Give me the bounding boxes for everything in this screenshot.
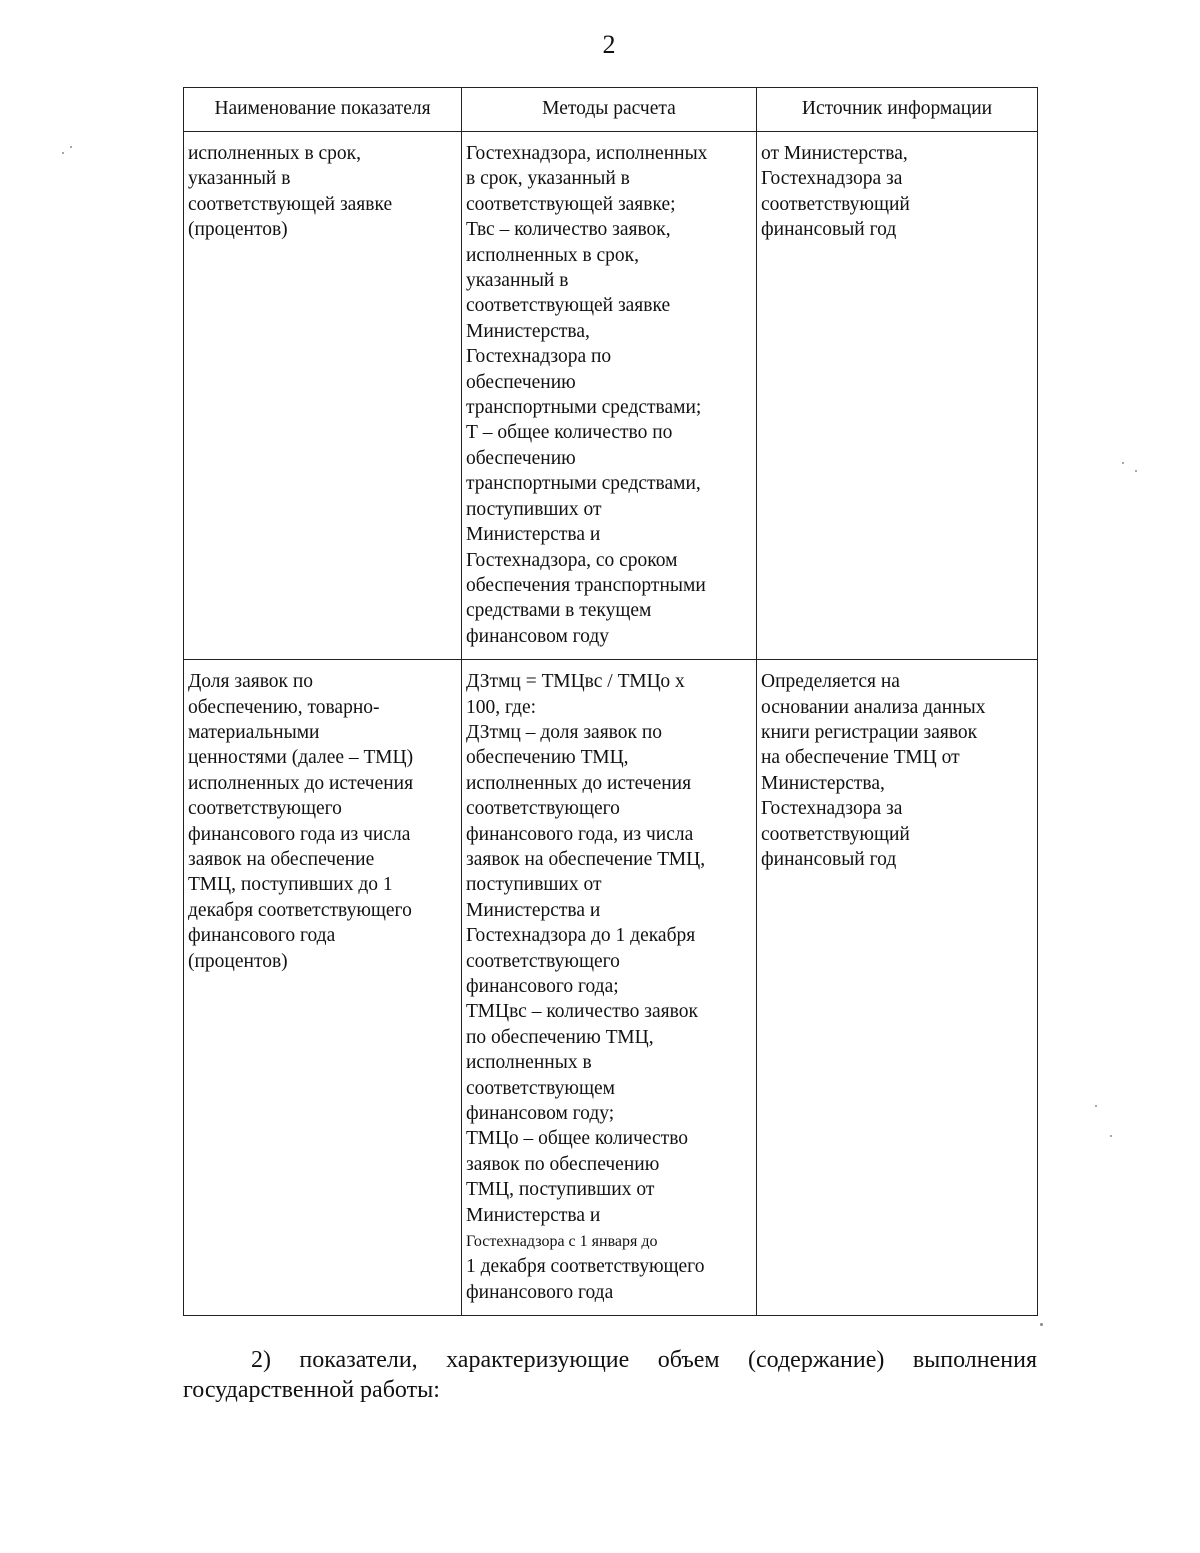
table-row xyxy=(184,660,1038,1316)
scan-speck xyxy=(1095,1105,1097,1107)
header-calculation-methods: Методы расчета xyxy=(462,88,757,132)
cell-calculation-method: Гостехнадзора, исполненных в срок, указанный в соответствующей заявке; Твс – количество заявок, исполненных в срок, указанный в соответствующей заявке Министерства, Гостехнадзора по обеспечению транспортными средствами; Т – общее количество по обеспечению транспортными средствами, поступивших от Министерства и Гостехнадзора, со сроком обеспечения транспортными средствами в текущем финансовом году xyxy=(462,132,757,660)
cell-information-source: от Министерства, Гостехнадзора за соответствующий финансовый год xyxy=(757,132,1038,660)
header-indicator-name: Наименование показателя xyxy=(184,88,462,132)
scan-speck xyxy=(1135,470,1137,472)
page-number: 2 xyxy=(602,30,616,59)
cell-indicator-name: исполненных в срок, указанный в соответствующей заявке (процентов) xyxy=(184,132,462,660)
cell-calculation-method xyxy=(462,660,757,1316)
scan-speck xyxy=(1040,1323,1043,1326)
scan-speck xyxy=(1122,462,1124,464)
header-information-source: Источник информации xyxy=(757,88,1038,132)
scan-speck xyxy=(1110,1135,1112,1137)
indicator-table xyxy=(183,87,1038,1316)
cell-information-source: Определяется на основании анализа данных книги регистрации заявок на обеспечение ТМЦ от Министерства, Гостехнадзора за соответствующий финансовый год xyxy=(757,660,1038,1316)
scan-speck xyxy=(70,146,72,148)
method-text-part2: 1 декабря соответствующего финансового года xyxy=(466,1256,705,1303)
scan-speck xyxy=(62,152,64,154)
paragraph-text: 2) показатели, характеризующие объем (содержание) выполнения государственной работы: xyxy=(183,1347,1037,1403)
body-paragraph xyxy=(183,1345,1037,1405)
cell-indicator-name: Доля заявок по обеспечению, товарно- материальными ценностями (далее – ТМЦ) исполненных до истечения соответствующего финансового года из числа заявок на обеспечение ТМЦ, поступивших до 1 декабря соответствующего финансового года (процентов) xyxy=(184,660,462,1316)
method-text-part1: ДЗтмц = ТМЦвс / ТМЦо х 100, где: ДЗтмц – доля заявок по обеспечению ТМЦ, исполненных до истечения соответствующего финансового года, из числа заявок на обеспечение ТМЦ, поступивших от Министерства и Гостехнадзора до 1 декабря соответствующего финансового года; ТМЦвс – количество заявок по обеспечению ТМЦ, исполненных в соответствующем финансовом году; ТМЦо – общее количество заявок по обеспечению ТМЦ, поступивших от Министерства и xyxy=(466,671,706,1226)
table-header-row xyxy=(184,88,1038,132)
table-row xyxy=(184,132,1038,660)
method-text-small-line: Гостехнадзора с 1 января до xyxy=(466,1233,658,1251)
